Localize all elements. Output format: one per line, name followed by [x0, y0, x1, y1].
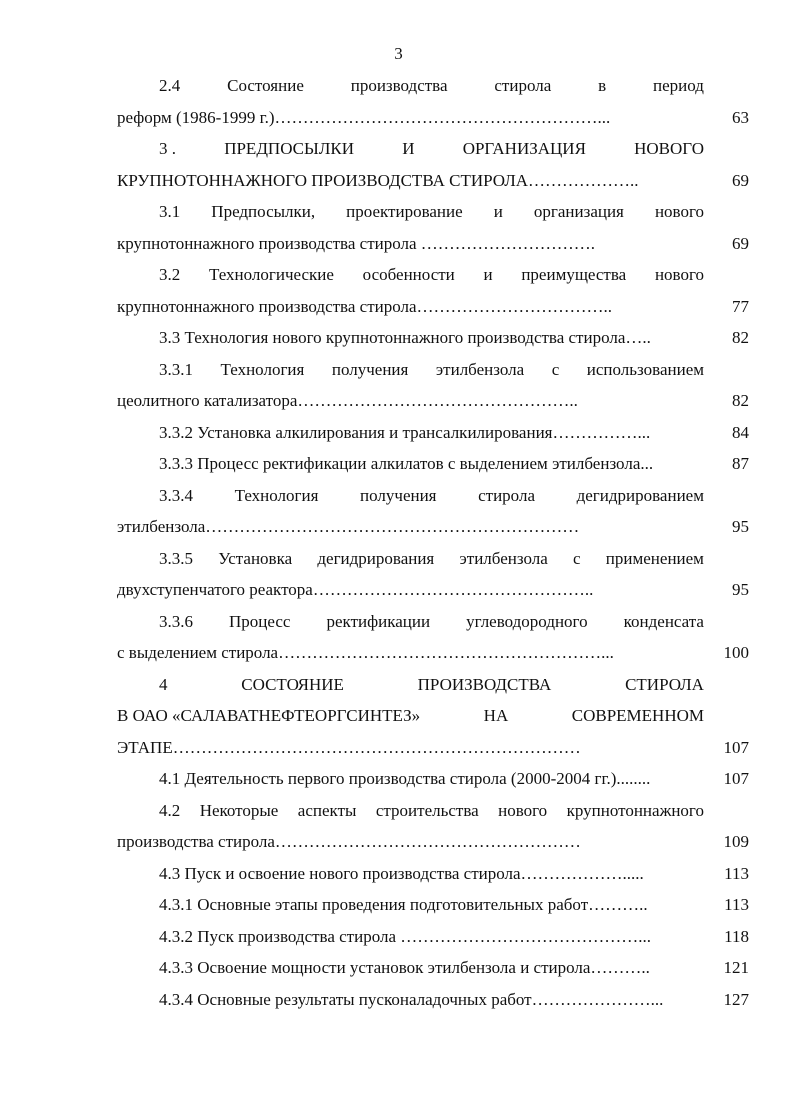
toc-line	[117, 417, 749, 449]
toc-entry-title: 4.3.3 Освоение мощности установок этилбензола и стирола………..	[159, 958, 650, 977]
toc-entry	[117, 606, 749, 669]
toc-entry	[117, 858, 749, 890]
toc-line-words	[159, 543, 704, 575]
toc-entry-title-continued: производства стирола………………………………………………	[117, 832, 581, 851]
toc-word: этилбензола	[459, 548, 548, 568]
toc-entry-title: 3.3.2 Установка алкилирования и трансалкилирования……………...	[159, 422, 651, 442]
toc-page-number: 87	[732, 454, 749, 473]
toc-line	[117, 889, 749, 921]
toc-page-number: 107	[723, 737, 749, 757]
toc-word: НОВОГО	[634, 139, 704, 158]
toc-word: В ОАО «САЛАВАТНЕФТЕОРГСИНТЕЗ»	[117, 706, 421, 725]
toc-line	[117, 637, 749, 669]
toc-line-words	[159, 480, 704, 512]
toc-line-words	[159, 354, 704, 386]
toc-entry-title: 4.3 Пуск и освоение нового производства стирола……………….....	[159, 863, 644, 883]
toc-word: СОСТОЯНИЕ	[241, 674, 344, 694]
toc-entry	[117, 669, 749, 764]
toc-word: дегидрированием	[576, 485, 704, 505]
toc-line	[117, 952, 749, 984]
toc-entry-title-continued: этилбензола…………………………………………………………	[117, 517, 580, 536]
toc-entry	[117, 70, 749, 133]
toc-entry-title-continued: крупнотоннажного производства стирола……………………………..	[117, 296, 613, 316]
toc-entry	[117, 322, 749, 354]
toc-word: использованием	[586, 359, 704, 379]
toc-page-number: 118	[724, 926, 749, 946]
toc-entry-title-continued: ЭТАПЕ………………………………………………………………	[117, 737, 581, 757]
toc-entry-title: 4.3.1 Основные этапы проведения подготовительных работ………..	[159, 895, 648, 914]
toc-entry-title: 4.1 Деятельность первого производства стирола (2000-2004 гг.)........	[159, 769, 651, 788]
toc-page-number: 113	[724, 863, 749, 883]
toc-word: Технология	[220, 359, 305, 379]
toc-word: И	[402, 139, 415, 158]
toc-word: Технологические	[208, 265, 334, 284]
toc-word: крупнотоннажного	[566, 800, 704, 820]
toc-word: 3.1	[159, 202, 181, 221]
toc-line	[117, 480, 749, 512]
toc-line	[117, 669, 749, 701]
toc-page-number: 113	[724, 895, 749, 914]
toc-word: СОВРЕМЕННОМ	[571, 706, 704, 725]
toc-line	[117, 70, 749, 102]
toc-entry	[117, 480, 749, 543]
toc-line	[117, 322, 749, 354]
toc-entry-title-continued: с выделением стирола…………………………………………………...	[117, 643, 614, 662]
toc-word: 2.4	[159, 76, 181, 95]
toc-line-words	[159, 259, 704, 291]
toc-word: Некоторые	[199, 800, 279, 820]
toc-word: углеводородного	[466, 611, 588, 631]
toc-line-words	[159, 70, 704, 102]
toc-entry	[117, 952, 749, 984]
toc-page-number: 63	[732, 107, 749, 127]
toc-entry	[117, 417, 749, 449]
toc-entry-title-continued: крупнотоннажного производства стирола ………………………….	[117, 233, 596, 253]
toc-line	[117, 354, 749, 386]
toc-page-number: 95	[732, 517, 749, 536]
toc-word: получения	[360, 485, 437, 505]
toc-line	[117, 606, 749, 638]
toc-entry-title: 3.3 Технология нового крупнотоннажного производства стирола…..	[159, 328, 651, 347]
toc-entry	[117, 921, 749, 953]
toc-line	[117, 228, 749, 260]
toc-word: дегидрирования	[317, 548, 435, 568]
toc-page-number: 77	[732, 296, 749, 316]
toc-line	[117, 574, 749, 606]
toc-line	[117, 700, 749, 732]
toc-page-number: 82	[732, 328, 749, 347]
toc-page-number: 100	[723, 643, 749, 662]
toc-page-number: 109	[723, 832, 749, 851]
toc-word: Предпосылки,	[211, 202, 316, 221]
toc-line-words	[159, 669, 704, 701]
toc-line	[117, 196, 749, 228]
toc-entry	[117, 889, 749, 921]
toc-line	[117, 259, 749, 291]
toc-word: особенности	[362, 265, 455, 284]
toc-word: Состояние	[227, 76, 304, 95]
toc-word: СТИРОЛА	[625, 674, 704, 694]
toc-page-number: 127	[723, 989, 749, 1009]
toc-word: производства	[350, 76, 448, 95]
toc-word: с	[573, 548, 581, 568]
toc-word: 3 .	[159, 139, 176, 158]
toc-entry	[117, 448, 749, 480]
toc-word: 3.3.1	[159, 359, 193, 379]
toc-line	[117, 984, 749, 1016]
toc-word: организация	[533, 202, 624, 221]
toc-page-number: 107	[723, 769, 749, 788]
toc-word: стирола	[494, 76, 552, 95]
toc-page-number: 95	[732, 580, 749, 599]
toc-line-words	[159, 795, 704, 827]
toc-word: и	[483, 265, 493, 284]
toc-page-number: 121	[723, 958, 749, 977]
toc-page-number: 69	[732, 170, 749, 190]
toc-page-number: 82	[732, 391, 749, 410]
toc-line	[117, 795, 749, 827]
toc-entry	[117, 763, 749, 795]
toc-line-words	[159, 606, 704, 638]
toc-entry	[117, 259, 749, 322]
toc-word: ПРЕДПОСЫЛКИ	[224, 139, 354, 158]
toc-entry-title-continued: цеолитного катализатора…………………………………………..	[117, 391, 578, 410]
toc-line	[117, 448, 749, 480]
toc-word: получения	[331, 359, 409, 379]
toc-line	[117, 102, 749, 134]
toc-word: период	[653, 76, 704, 95]
toc-word: нового	[498, 800, 548, 820]
toc-word: нового	[654, 265, 704, 284]
toc-word: в	[598, 76, 607, 95]
toc-word: 3.3.4	[159, 485, 193, 505]
toc-word: строительства	[375, 800, 479, 820]
toc-line	[117, 732, 749, 764]
toc-word: ОРГАНИЗАЦИЯ	[462, 139, 586, 158]
toc-line	[117, 291, 749, 323]
toc-line	[117, 858, 749, 890]
toc-word: преимущества	[521, 265, 627, 284]
toc-entry-title-continued: КРУПНОТОННАЖНОГО ПРОИЗВОДСТВА СТИРОЛА………………..	[117, 170, 639, 190]
table-of-contents	[117, 70, 749, 1015]
toc-word: Процесс	[229, 611, 291, 631]
page-number: 3	[394, 44, 403, 63]
toc-line	[117, 543, 749, 575]
toc-line	[117, 511, 749, 543]
toc-word: 3.2	[159, 265, 181, 284]
toc-word: ректификации	[326, 611, 431, 631]
toc-word: этилбензола	[435, 359, 525, 379]
toc-entry	[117, 984, 749, 1016]
toc-word: конденсата	[623, 611, 704, 631]
toc-line	[117, 826, 749, 858]
toc-entry-title: 4.3.2 Пуск производства стирола ……………………………………...	[159, 926, 652, 946]
toc-line-words	[117, 700, 704, 732]
toc-page-number: 84	[732, 422, 749, 442]
toc-word: 4.2	[159, 800, 181, 820]
toc-page-number: 69	[732, 233, 749, 253]
toc-line	[117, 165, 749, 197]
toc-word: нового	[654, 202, 704, 221]
toc-line-words	[159, 133, 704, 165]
toc-word: стирола	[478, 485, 535, 505]
toc-word: с	[551, 359, 560, 379]
toc-word: Технология	[234, 485, 319, 505]
toc-entry-title: 4.3.4 Основные результаты пусконаладочных работ…………………...	[159, 989, 664, 1009]
toc-entry-title-continued: реформ (1986-1999 г.)…………………………………………………...	[117, 107, 611, 127]
toc-word: аспекты	[297, 800, 357, 820]
toc-line	[117, 763, 749, 795]
toc-entry	[117, 543, 749, 606]
toc-entry-title: 3.3.3 Процесс ректификации алкилатов с выделением этилбензола...	[159, 454, 654, 473]
toc-line	[117, 921, 749, 953]
toc-entry	[117, 795, 749, 858]
toc-word: 3.3.5	[159, 548, 193, 568]
toc-entry	[117, 354, 749, 417]
toc-entry-title-continued: двухступенчатого реактора…………………………………………..	[117, 580, 594, 599]
toc-word: ПРОИЗВОДСТВА	[417, 674, 552, 694]
toc-entry	[117, 196, 749, 259]
toc-word: 3.3.6	[159, 611, 193, 631]
toc-word: Установка	[218, 548, 293, 568]
toc-word: применением	[605, 548, 704, 568]
toc-word: 4	[159, 674, 168, 694]
toc-line	[117, 385, 749, 417]
toc-line-words	[159, 196, 704, 228]
toc-word: НА	[483, 706, 509, 725]
toc-entry	[117, 133, 749, 196]
toc-line	[117, 133, 749, 165]
toc-word: и	[493, 202, 503, 221]
toc-word: проектирование	[346, 202, 463, 221]
